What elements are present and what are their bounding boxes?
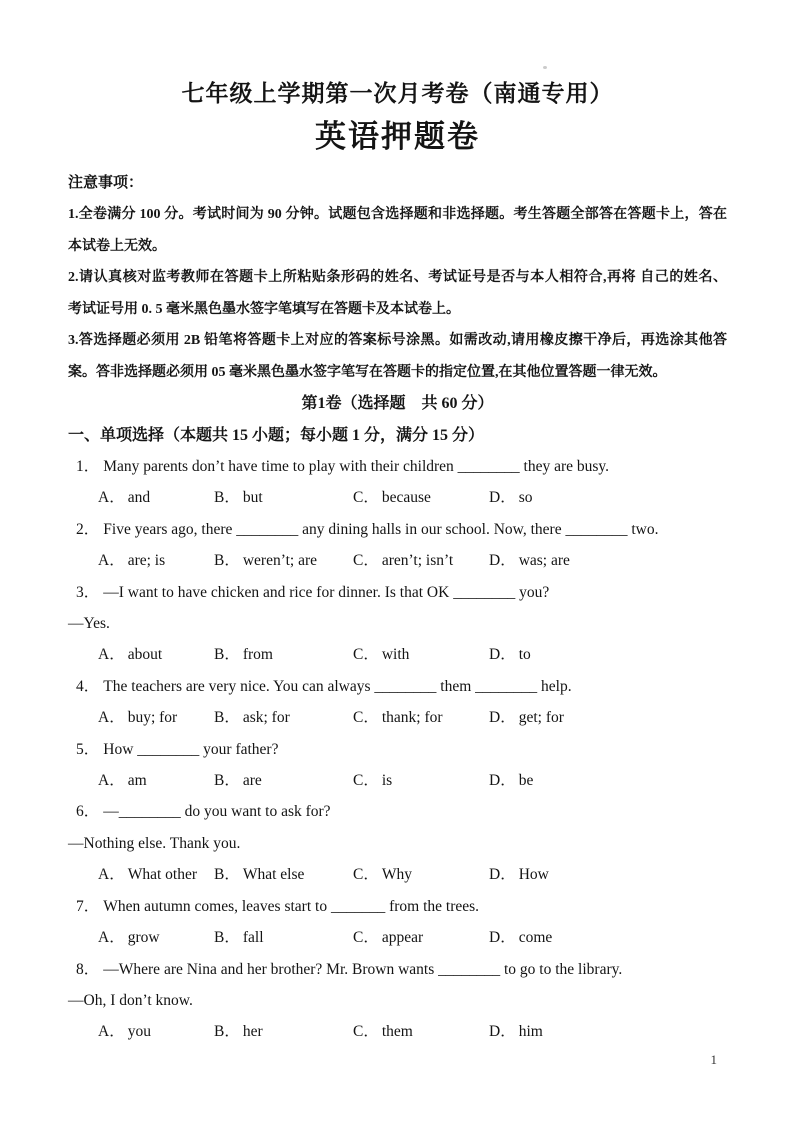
question-2 <box>68 514 727 577</box>
question-stem <box>68 891 727 922</box>
option-b: B． are <box>214 772 262 790</box>
option-d: D． to <box>489 646 531 664</box>
option-c: C． with <box>353 646 410 664</box>
option-b: B． from <box>214 646 273 664</box>
question-stem <box>68 671 727 702</box>
part-title: 一、单项选择（本题共 15 小题；每小题 1 分，满分 15 分） <box>68 426 485 444</box>
notice-item-2-line-2: 考试证号用 0. 5 毫米黑色墨水签字笔填写在答题卡及本试卷上。 <box>68 301 460 317</box>
question-number: 4． <box>76 677 100 695</box>
option-d: D． so <box>489 489 533 507</box>
question-text: Many parents don’t have time to play with their children ________ they are busy. <box>103 458 610 475</box>
question-options <box>68 1016 727 1047</box>
question-6 <box>68 796 727 890</box>
option-c: C． Why <box>353 866 412 884</box>
question-options <box>68 702 727 733</box>
question-reply: —Oh, I don’t know. <box>68 991 193 1009</box>
question-reply: —Nothing else. Thank you. <box>68 834 241 852</box>
option-d: D． was; are <box>489 552 570 570</box>
option-d: D． him <box>489 1023 543 1041</box>
question-number: 8． <box>76 960 100 978</box>
option-c: C． aren’t; isn’t <box>353 552 454 570</box>
page-number: 1 <box>710 1052 717 1067</box>
option-c: C． because <box>353 489 431 507</box>
option-b: B． What else <box>214 866 305 884</box>
option-c: C． thank; for <box>353 709 443 727</box>
option-a: A． are; is <box>98 552 166 570</box>
option-c: C． is <box>353 772 393 790</box>
question-stem <box>68 451 727 482</box>
page-content <box>68 0 727 1048</box>
notice-item-1-line-1: 1.全卷满分 100 分。考试时间为 90 分钟。试题包含选择题和非选择题。考生答题全部答在答题卡上，答在 <box>68 207 727 222</box>
exam-title: 七年级上学期第一次月考卷（南通专用） <box>181 81 614 106</box>
question-stem <box>68 954 727 985</box>
option-b: B． but <box>214 489 263 507</box>
question-options <box>68 545 727 576</box>
question-5 <box>68 734 727 797</box>
question-number: 5． <box>76 740 100 758</box>
question-stem <box>68 796 727 827</box>
question-text: —Where are Nina and her brother? Mr. Brown wants ________ to go to the library. <box>103 960 623 978</box>
notice-item-1-line-2: 本试卷上无效。 <box>68 238 166 254</box>
question-1 <box>68 451 727 514</box>
question-text: —________ do you want to ask for? <box>103 803 331 821</box>
option-b: B． ask; for <box>214 709 290 727</box>
question-text: —I want to have chicken and rice for dinner. Is that OK ________ you? <box>103 583 550 601</box>
option-a: A． and <box>98 489 151 507</box>
exam-subtitle: 英语押题卷 <box>315 119 480 154</box>
question-4 <box>68 671 727 734</box>
question-text: The teachers are very nice. You can always ________ them ________ help. <box>103 677 572 695</box>
option-a: A． grow <box>98 929 160 947</box>
option-b: B． fall <box>214 929 264 947</box>
question-number: 6． <box>76 803 100 821</box>
option-c: C． them <box>353 1023 413 1041</box>
option-a: A． buy; for <box>98 709 178 727</box>
question-options <box>68 922 727 953</box>
question-options <box>68 765 727 796</box>
option-d: D． be <box>489 772 534 790</box>
option-b: B． weren’t; are <box>214 552 317 570</box>
question-stem <box>68 514 727 545</box>
question-3 <box>68 577 727 671</box>
question-options <box>68 859 727 890</box>
question-number: 2． <box>76 520 100 538</box>
option-a: A． What other <box>98 866 197 884</box>
question-text: When autumn comes, leaves start to _______ from the trees. <box>103 897 480 915</box>
question-stem <box>68 734 727 765</box>
section-header: 第1卷（选择题 共 60 分） <box>301 395 494 412</box>
question-number: 1． <box>76 458 100 475</box>
question-options <box>68 482 727 513</box>
option-d: D． How <box>489 866 549 884</box>
question-number: 7． <box>76 897 100 915</box>
notice-item-3-line-2: 案。答非选择题必须用 05 毫米黑色墨水签字笔写在答题卡的指定位置,在其他位置答题一律无效。 <box>68 364 667 380</box>
question-number: 3． <box>76 583 100 601</box>
notice-item-2-line-1: 2.请认真核对监考教师在答题卡上所粘贴条形码的姓名、考试证号是否与本人相符合,再将 自己的姓名、 <box>68 270 727 285</box>
option-c: C． appear <box>353 929 424 947</box>
option-a: A． about <box>98 646 163 664</box>
option-a: A． am <box>98 772 147 790</box>
notice-item-3-line-1: 3.答选择题必须用 2B 铅笔将答题卡上对应的答案标号涂黑。如需改动,请用橡皮擦干净后，再选涂其他答 <box>68 333 727 348</box>
question-8 <box>68 954 727 1048</box>
option-a: A． you <box>98 1023 151 1041</box>
notice-heading: 注意事项： <box>68 175 144 191</box>
question-stem <box>68 577 727 608</box>
question-options <box>68 639 727 670</box>
question-7 <box>68 891 727 954</box>
question-text: Five years ago, there ________ any dining halls in our school. Now, there ________ two. <box>103 520 659 538</box>
option-d: D． get; for <box>489 709 564 727</box>
notice-section <box>68 199 727 388</box>
question-reply: —Yes. <box>68 615 110 633</box>
option-b: B． her <box>214 1023 263 1041</box>
question-text: How ________ your father? <box>103 740 279 758</box>
option-d: D． come <box>489 929 553 947</box>
